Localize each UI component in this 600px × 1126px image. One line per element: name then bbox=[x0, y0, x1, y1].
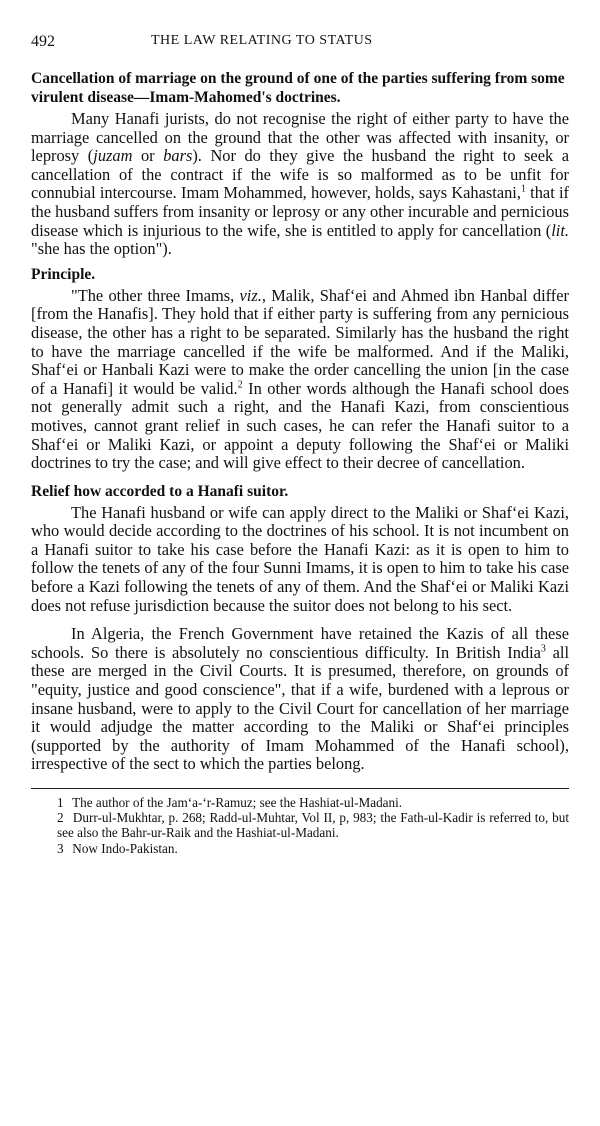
section-heading-relief: Relief how accorded to a Hanafi suitor. bbox=[31, 482, 289, 500]
running-head: THE LAW RELATING TO STATUS bbox=[151, 33, 373, 48]
page-header bbox=[31, 33, 569, 55]
footnote-ref-3: 3 bbox=[540, 643, 546, 655]
page-number: 492 bbox=[31, 33, 55, 50]
footnote-ref-2: 2 bbox=[237, 379, 243, 391]
footnote-2: 2 Durr-ul-Mukhtar, p. 268; Radd-ul-Muhtar, Vol II, p, 983; the Fath-ul-Kadir is referred to, but see also the Bahr-ur-Raik and the Hashiat-ul-Madani. bbox=[57, 810, 570, 841]
footnote-3: 3 Now Indo-Pakistan. bbox=[57, 840, 178, 856]
book-page bbox=[31, 33, 569, 856]
section-heading-principle: Principle. bbox=[31, 265, 96, 283]
paragraph-hanafi-jurists: Many Hanafi jurists, do not recognise the right of either party to have the marriage cancelled on the ground that the other was affected with insanity, or leprosy (juzam or bars). Nor do they give the husband the right to seek a cancellation of the contract if the wife is so malformed as to be unfit for connubial intercourse. Imam Mohammed, however, holds, says Kahastani,$^1$ that if the husband suffers from insanity or leprosy or any other incurable and pernicious disease which is injurious to the wife, she is entitled to apply for cancellation (lit. "she has the option"). bbox=[31, 109, 569, 259]
section-heading-cancellation: Cancellation of marriage on the ground of one of the parties suffering from some virulent disease—Imam-Mahomed's doctrines. bbox=[31, 70, 565, 106]
footnote-ref-1: 1 bbox=[520, 183, 526, 195]
footnote-1: 1 The author of the Jam‘a-‘r-Ramuz; see the Hashiat-ul-Madani. bbox=[57, 795, 403, 810]
paragraph-algeria: In Algeria, the French Government have retained the Kazis of all these schools. So there is absolutely no conscientious difficulty. In British India$^3$ all these are merged in the Civil Courts. It is presumed, therefore, on grounds of "equity, justice and good conscience", that if a wife, burdened with a leprous or insane husband, were to apply to the Civil Court for cancellation of her marriage it would adjudge the matter according to the Maliki or Shaf‘ei principles (supported by the authority of Imam Mohammed of the Hanafi school), irrespective of the sect to which the parties belong. bbox=[31, 624, 570, 774]
footnote-divider bbox=[31, 788, 569, 789]
paragraph-three-imams: "The other three Imams, viz., Malik, Shaf‘ei and Ahmed ibn Hanbal differ [from the Hanafis]. They hold that if either party is suffering from any pernicious disease, the other has a right to be separated. Similarly has the husband the right to have the marriage cancelled if the wife be malformed. And if the Maliki, Shaf‘ei or Hanbali Kazi were to make the order cancelling the union [in the case of a Hanafi] it would be valid.$^2$ In other words although the Hanafi school does not generally admit such a right, and the Hanafi Kazi, from conscientious motives, cannot grant relief in such cases, he can refer the Hanafi suitor to a Shaf‘ei or Maliki Kazi, or appoint a deputy following the Shaf‘ei or Maliki doctrines to try the case; and will give effect to their decree of cancellation. bbox=[31, 285, 569, 473]
paragraph-hanafi-husband: The Hanafi husband or wife can apply direct to the Maliki or Shaf‘ei Kazi, who would decide according to the doctrines of his school. It is not incumbent on a Hanafi suitor to take his case before the Hanafi Kazi: as it is open to him to follow the tenets of any of the four Sunni Imams, it is open to him to take his case before a Kazi following the tenets of any of them. And the Shaf‘ei or Maliki Kazi does not refuse jurisdiction because the suitor does not belong to his sect. bbox=[31, 502, 569, 615]
